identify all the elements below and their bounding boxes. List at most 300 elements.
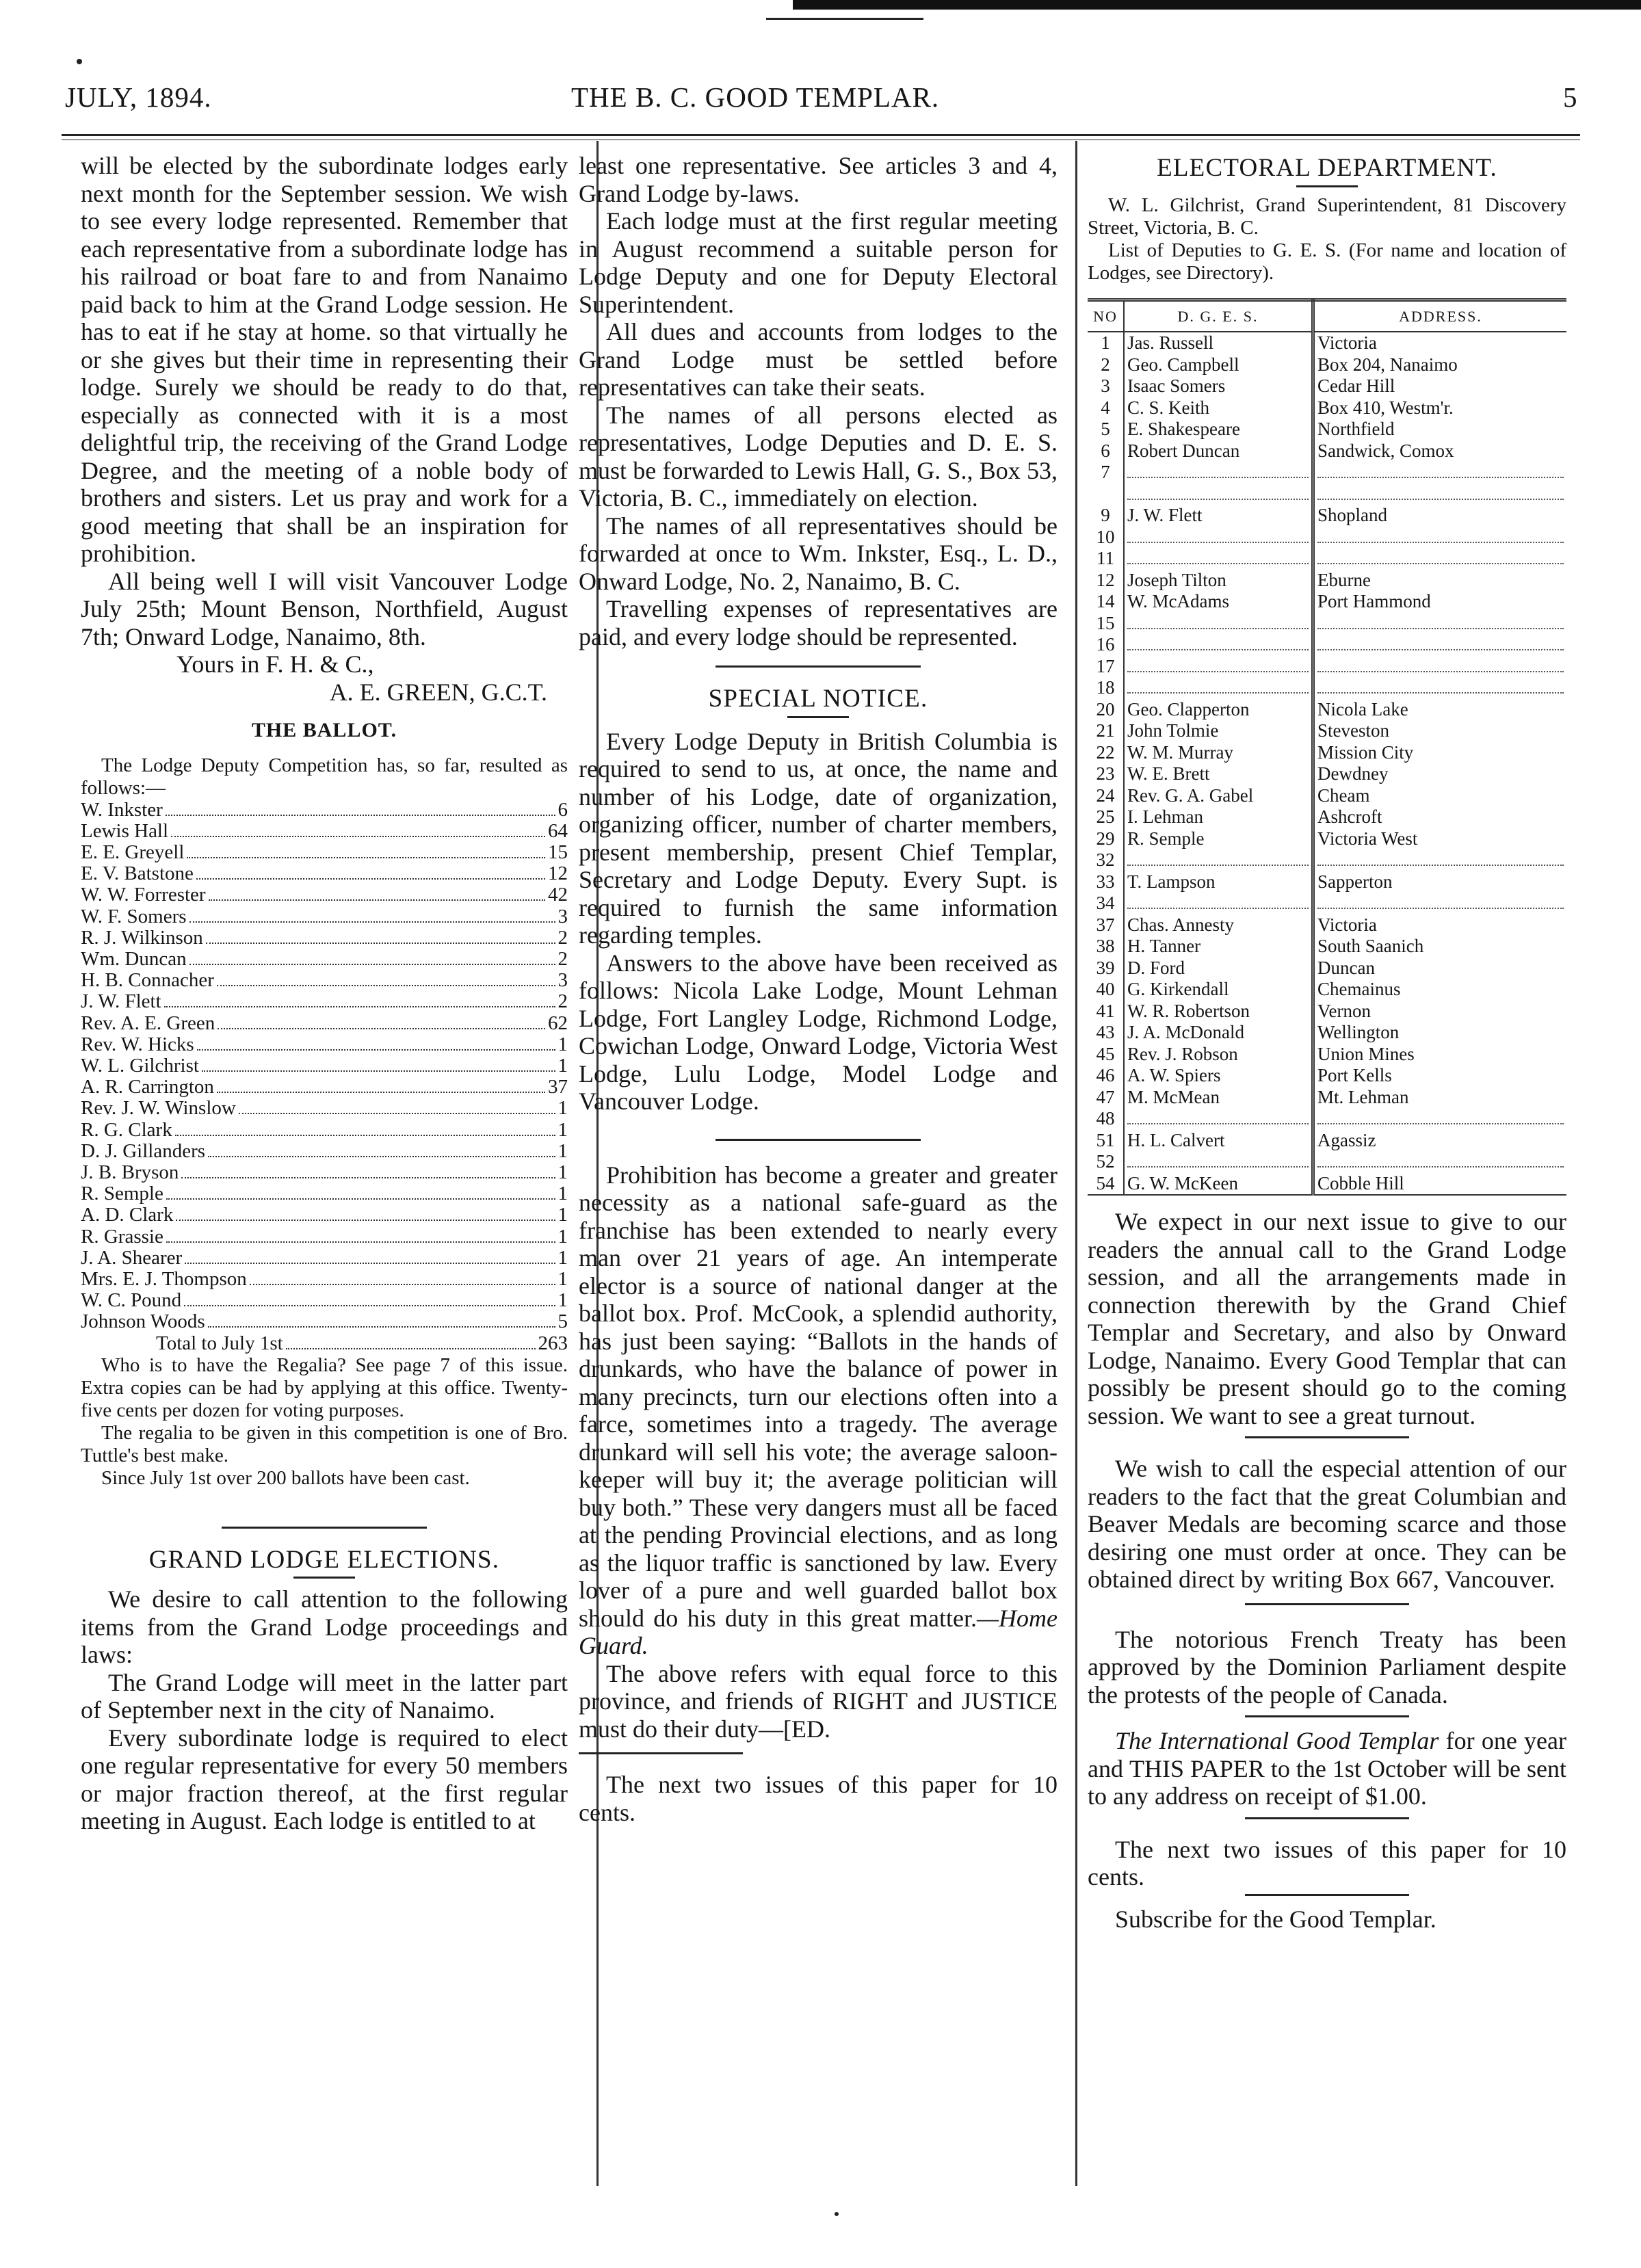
deputy-name: J. W. Flett [1124, 505, 1313, 527]
candidate-name: R. Grassie [81, 1225, 163, 1248]
article-source: —Home Guard. [579, 1604, 1058, 1659]
table-row [1088, 570, 1566, 592]
article-paragraph: Every Lodge Deputy in British Columbia is required to send to us, at once, the name and number of his Lodge, date of organization, organizing officer, number of charter members, present membership, present Chief Templar, Secretary and Lodge Deputy. Every Supt. is required to furnish the same information regarding temples. [579, 727, 1058, 949]
deputy-address: Wellington [1317, 1022, 1400, 1042]
short-rule [787, 716, 849, 718]
top-rule-thick [793, 0, 1641, 10]
ballot-entry [81, 1055, 568, 1077]
vote-count: 1 [557, 1246, 568, 1269]
deputy-address [1313, 849, 1567, 871]
section-separator [1245, 1894, 1409, 1896]
deputy-address: Cedar Hill [1317, 375, 1395, 396]
dot-leader [208, 1326, 555, 1328]
lodge-number: 20 [1088, 699, 1124, 721]
deputy-address: Mission City [1317, 741, 1414, 763]
dot-leader [1127, 852, 1309, 866]
candidate-name: Wm. Duncan [81, 947, 187, 970]
candidate-name: H. B. Connacher [81, 969, 214, 992]
article-paragraph: The notorious French Treaty has been approved by the Dominion Parliament despite the protests of the people of Canada. [1088, 1625, 1566, 1709]
table-row [1088, 742, 1566, 764]
table-row [1088, 484, 1566, 505]
prohibition-article: Prohibition has become a greater and greater necessity as a national safe-guard as the franchise has been extended to nearly every man over 21 years of age. An intemperate elector is a source of national danger at the ballot box. Prof. McCook, a splendid authority, has just been saying: “Ballots in the hands of drunkards, who have the balance of power in many precincts, turn our elections often into a farce, sometimes into a tragedy. The average drunkard will sell his vote; the average saloon-keeper will buy it; the average politician will buy both.” These very dangers must all be faced at the pending Provincial elections, and as long as the liquor traffic is sanctioned by law. Every lover of a pure and well guarded ballot box should do his duty in this great matter.—Home Guard. [579, 1161, 1058, 1659]
deputy-name: G. W. McKeen [1124, 1173, 1313, 1196]
lodge-number: 34 [1088, 893, 1124, 914]
lodge-number: 23 [1088, 763, 1124, 785]
newspaper-title: THE B. C. GOOD TEMPLAR. [571, 81, 940, 113]
article-paragraph: Every subordinate lodge is required to elect one regular representative for every 50 members or major fraction thereof, at the first regular meeting in August. Each lodge is entitled to at [81, 1724, 568, 1835]
deputy-name: Joseph Tilton [1124, 570, 1313, 592]
candidate-name: W. W. Forrester [81, 884, 206, 906]
lodge-number: 54 [1088, 1173, 1124, 1196]
dot-leader [197, 1049, 555, 1051]
table-row [1088, 914, 1566, 936]
candidate-name: W. Inkster [81, 798, 163, 821]
column-3 [1088, 152, 1566, 1933]
ballot-entry [81, 1269, 568, 1290]
page-header [65, 81, 1577, 129]
lodge-number: 10 [1088, 527, 1124, 549]
dot-leader [202, 1070, 555, 1072]
column-2 [579, 152, 1058, 1826]
issue-date: JULY, 1894. [65, 81, 212, 113]
candidate-name: Rev. A. E. Green [81, 1012, 215, 1034]
deputy-name [1124, 893, 1313, 914]
dot-leader [1127, 1111, 1309, 1124]
dot-leader [1317, 486, 1564, 500]
deputy-address: Sapperton [1317, 871, 1393, 892]
lodge-number: 17 [1088, 656, 1124, 678]
deputy-address [1313, 613, 1567, 635]
article-paragraph: The names of all persons elected as representatives, Lodge Deputies and D. E. S. must be forwarded to Lewis Hall, G. S., Box 53, Victoria, B. C., immediately on election. [579, 401, 1058, 512]
vote-count: 1 [557, 1161, 568, 1183]
dot-leader [208, 1156, 555, 1157]
table-row [1088, 440, 1566, 462]
dot-leader [166, 1241, 555, 1243]
dot-leader [1127, 637, 1309, 650]
vote-count: 1 [557, 1033, 568, 1055]
table-row [1088, 634, 1566, 656]
candidate-name: R. Semple [81, 1183, 163, 1205]
top-border [0, 0, 1641, 10]
next-issues-notice: The next two issues of this paper for 10 cents. [1088, 1835, 1566, 1890]
dot-leader [1127, 680, 1309, 694]
vote-count: 2 [557, 947, 568, 970]
section-separator [716, 1139, 921, 1141]
dot-leader [1317, 895, 1564, 909]
vote-count: 42 [548, 884, 568, 906]
dot-leader [1317, 852, 1564, 866]
deputy-address [1313, 677, 1567, 699]
lodge-number: 51 [1088, 1130, 1124, 1152]
vote-count: 6 [557, 798, 568, 821]
table-row [1088, 849, 1566, 871]
deputy-name: W. McAdams [1124, 591, 1313, 613]
deputy-address: Vernon [1317, 1000, 1371, 1021]
table-row [1088, 332, 1566, 354]
deputy-address: Chemainus [1317, 979, 1401, 999]
table-row [1088, 397, 1566, 419]
lodge-number: 5 [1088, 419, 1124, 440]
candidate-name: W. F. Somers [81, 905, 187, 927]
section-separator [1245, 1715, 1409, 1717]
article-paragraph: Each lodge must at the first regular meeting in August recommend a suitable person for Lodge Deputy and one for Deputy Electoral Superintendent. [579, 207, 1058, 318]
vote-count: 1 [557, 1118, 568, 1141]
deputy-name: Geo. Campbell [1124, 354, 1313, 376]
ballot-entry [81, 1204, 568, 1226]
elections-heading: GRAND LODGE ELECTIONS. [148, 1545, 500, 1574]
deputy-name: Rev. J. Robson [1124, 1044, 1313, 1066]
dot-leader [218, 1028, 545, 1029]
candidate-name: Mrs. E. J. Thompson [81, 1267, 247, 1290]
dot-leader [166, 815, 555, 816]
ballot-note: The regalia to be given in this competition is one of Bro. Tuttle's best make. [81, 1421, 568, 1466]
dot-leader [1127, 464, 1309, 478]
article-paragraph: We wish to call the especial attention of our readers to the fact that the great Columbian and Beaver Medals are becoming scarce and those desiring one must order at once. They can be obtained direct by writing Box 667, Vancouver. [1088, 1455, 1566, 1593]
column-divider-2 [1075, 141, 1077, 2186]
dot-leader [1317, 680, 1564, 694]
deputy-address [1313, 462, 1567, 484]
lodge-number: 9 [1088, 505, 1124, 527]
top-rule-thin [766, 18, 923, 20]
dot-leader [184, 1305, 555, 1306]
ballot-list [81, 800, 568, 1333]
deputy-name: G. Kirkendall [1124, 979, 1313, 1001]
deputy-address: Steveston [1317, 720, 1389, 741]
deputy-name [1124, 849, 1313, 871]
deputy-address [1313, 527, 1567, 549]
candidate-name: R. J. Wilkinson [81, 926, 203, 949]
table-row [1088, 763, 1566, 785]
lodge-number: 11 [1088, 548, 1124, 570]
dot-leader [175, 1135, 555, 1136]
section-separator [1245, 1436, 1409, 1438]
deputy-address: Nicola Lake [1317, 698, 1408, 720]
vote-count: 1 [557, 1097, 568, 1120]
article-paragraph: We desire to call attention to the following items from the Grand Lodge proceedings and laws: [81, 1585, 568, 1669]
deputy-name: E. Shakespeare [1124, 419, 1313, 440]
short-rule [293, 1577, 355, 1579]
signature: A. E. GREEN, G.C.T. [329, 678, 547, 706]
superintendent-line: W. L. Gilchrist, Grand Superintendent, 81 Discovery Street, Victoria, B. C. [1088, 194, 1566, 239]
deputy-name [1124, 462, 1313, 484]
deputy-address [1313, 1108, 1567, 1130]
deputy-address: Box 410, Westm'r. [1317, 397, 1454, 418]
deputy-address [1313, 548, 1567, 570]
candidate-name: J. B. Bryson [81, 1161, 179, 1183]
ballot-entry [81, 1120, 568, 1141]
dot-leader [171, 836, 545, 837]
candidate-name: A. D. Clark [81, 1204, 174, 1226]
dot-leader [1127, 616, 1309, 629]
vote-count: 62 [548, 1012, 568, 1034]
table-row [1088, 462, 1566, 484]
ballot-entry [81, 1248, 568, 1269]
lodge-number: 15 [1088, 613, 1124, 635]
ballot-note: Who is to have the Regalia? See page 7 of this issue. Extra copies can be had by applying at this office. Twenty-five cents per dozen for voting purposes. [81, 1354, 568, 1421]
lodge-number: 16 [1088, 634, 1124, 656]
table-row [1088, 613, 1566, 635]
dot-leader [1127, 895, 1309, 909]
page-speck [835, 2212, 839, 2216]
deputy-address: Port Kells [1317, 1065, 1392, 1085]
ballot-entry [81, 991, 568, 1012]
candidate-name: Johnson Woods [81, 1310, 205, 1333]
table-row [1088, 871, 1566, 893]
table-row [1088, 591, 1566, 613]
dot-leader [1127, 659, 1309, 672]
table-row [1088, 1022, 1566, 1044]
page-number: 5 [1563, 81, 1578, 113]
dot-leader [1317, 464, 1564, 478]
deputy-name [1124, 1151, 1313, 1173]
dot-leader [1317, 616, 1564, 629]
deputy-address: Mt. Lehman [1317, 1086, 1409, 1107]
deputy-address: Eburne [1317, 569, 1371, 590]
ballot-entry [81, 970, 568, 991]
deputy-name: H. Tanner [1124, 936, 1313, 958]
table-row [1088, 1087, 1566, 1109]
deputy-name: John Tolmie [1124, 720, 1313, 742]
candidate-name: J. W. Flett [81, 990, 161, 1013]
dot-leader [1317, 551, 1564, 564]
deputy-address [1313, 484, 1567, 505]
lodge-number: 33 [1088, 871, 1124, 893]
candidate-name: W. C. Pound [81, 1289, 182, 1312]
deputy-name: T. Lampson [1124, 871, 1313, 893]
ballot-note: Since July 1st over 200 ballots have been cast. [101, 1466, 470, 1489]
ballot-entry [81, 884, 568, 906]
column-1 [81, 152, 568, 1835]
deputy-address [1313, 634, 1567, 656]
vote-count: 12 [548, 862, 568, 885]
dot-leader [181, 1177, 555, 1178]
table-row [1088, 893, 1566, 914]
dot-leader [187, 857, 545, 858]
deputy-address: Shopland [1317, 505, 1388, 525]
lodge-number [1088, 484, 1124, 505]
deputy-address: Duncan [1317, 957, 1375, 978]
deputies-intro: List of Deputies to G. E. S. (For name and location of Lodges, see Directory). [1088, 239, 1566, 284]
lodge-number: 14 [1088, 591, 1124, 613]
ballot-notes [81, 1354, 568, 1490]
dot-leader [1127, 551, 1309, 564]
vote-count: 1 [557, 1267, 568, 1290]
deputy-name: I. Lehman [1124, 806, 1313, 828]
deputy-name [1124, 527, 1313, 549]
lodge-number: 41 [1088, 1001, 1124, 1023]
deputy-address: Northfield [1317, 419, 1395, 439]
article-paragraph: All being well I will visit Vancouver Lodge July 25th; Mount Benson, Northfield, August 7th; Onward Lodge, Nanaimo, 8th. [81, 567, 568, 650]
candidate-name: A. R. Carrington [81, 1076, 214, 1098]
dot-leader [185, 1263, 555, 1264]
header-rule [62, 134, 1580, 136]
vote-count: 3 [557, 905, 568, 927]
deputies-table [1088, 298, 1566, 1196]
section-separator [1245, 1603, 1409, 1605]
table-row [1088, 419, 1566, 440]
deputy-address [1313, 656, 1567, 678]
candidate-name: Rev. W. Hicks [81, 1033, 194, 1055]
table-header-row [1088, 300, 1566, 332]
lodge-number: 7 [1088, 462, 1124, 484]
deputy-name: R. Semple [1124, 828, 1313, 850]
ballot-total: Total to July 1st 263 [156, 1332, 568, 1354]
dot-leader [164, 1006, 555, 1007]
lodge-number: 24 [1088, 785, 1124, 807]
page-speck [77, 59, 82, 64]
dot-leader [1317, 1111, 1564, 1124]
dot-leader [1317, 1154, 1564, 1168]
table-row [1088, 1001, 1566, 1023]
deputy-address: Victoria [1317, 332, 1377, 353]
article-paragraph: Travelling expenses of representatives are paid, and every lodge should be represented. [579, 595, 1058, 650]
lodge-number: 21 [1088, 720, 1124, 742]
deputy-name [1124, 1108, 1313, 1130]
ballot-entry [81, 800, 568, 821]
ballot-entry [81, 1290, 568, 1311]
ballot-entry [81, 1183, 568, 1204]
ballot-entry [81, 1098, 568, 1119]
short-rule [1296, 185, 1358, 187]
lodge-number: 38 [1088, 936, 1124, 958]
candidate-name: E. E. Greyell [81, 841, 185, 863]
vote-count: 5 [557, 1310, 568, 1333]
deputy-address: Agassiz [1317, 1129, 1376, 1150]
column-header: ADDRESS. [1313, 300, 1567, 332]
deputy-name [1124, 656, 1313, 678]
table-row [1088, 505, 1566, 527]
subscription-offer: The International Good Templar for one year and THIS PAPER to the 1st October will be sent to any address on receipt of $1.00. [1088, 1727, 1566, 1810]
candidate-name: R. G. Clark [81, 1118, 172, 1141]
subscribe-line: Subscribe for the Good Templar. [1115, 1905, 1436, 1933]
deputy-address: Port Hammond [1317, 591, 1431, 611]
dot-leader [250, 1284, 555, 1285]
lodge-number: 43 [1088, 1022, 1124, 1044]
column-header: NO [1088, 300, 1124, 332]
dot-leader [1317, 637, 1564, 650]
column-header: D. G. E. S. [1124, 300, 1313, 332]
table-row [1088, 354, 1566, 376]
lodge-number: 47 [1088, 1087, 1124, 1109]
section-separator [579, 1752, 743, 1754]
lodge-number: 45 [1088, 1044, 1124, 1066]
table-row [1088, 785, 1566, 807]
table-row [1088, 527, 1566, 549]
deputy-name: W. R. Robertson [1124, 1001, 1313, 1023]
table-row [1088, 548, 1566, 570]
deputy-name: Robert Duncan [1124, 440, 1313, 462]
lodge-number: 29 [1088, 828, 1124, 850]
deputy-address: Sandwick, Comox [1317, 440, 1454, 461]
deputy-name: D. Ford [1124, 958, 1313, 979]
next-issues-notice: The next two issues of this paper for 10 cents. [579, 1771, 1058, 1826]
vote-count: 2 [557, 990, 568, 1013]
vote-count: 1 [557, 1183, 568, 1205]
lodge-number: 46 [1088, 1065, 1124, 1087]
deputy-address: Dewdney [1317, 763, 1389, 784]
electoral-intro [1088, 194, 1566, 285]
dot-leader [239, 1113, 555, 1114]
dot-leader [196, 878, 545, 880]
deputy-address [1313, 893, 1567, 914]
ballot-entry [81, 1311, 568, 1332]
table-row [1088, 1108, 1566, 1130]
article-paragraph: All dues and accounts from lodges to the Grand Lodge must be settled before representatives can take their seats. [579, 318, 1058, 401]
deputy-address: Victoria West [1317, 828, 1418, 849]
candidate-name: E. V. Batstone [81, 862, 194, 885]
deputies-table-body [1088, 332, 1566, 1195]
vote-count: 64 [548, 819, 568, 842]
lodge-number: 48 [1088, 1108, 1124, 1130]
deputy-address: Cobble Hill [1313, 1173, 1567, 1196]
vote-count: 2 [557, 926, 568, 949]
deputy-name: J. A. McDonald [1124, 1022, 1313, 1044]
ballot-entry [81, 1077, 568, 1098]
deputy-address: Union Mines [1317, 1043, 1415, 1064]
ballot-entry [81, 1162, 568, 1183]
lodge-number: 4 [1088, 397, 1124, 419]
dot-leader [1127, 486, 1309, 500]
deputy-address: Box 204, Nanaimo [1317, 354, 1458, 375]
deputy-name: Rev. G. A. Gabel [1124, 785, 1313, 807]
table-row [1088, 979, 1566, 1001]
dot-leader [189, 964, 555, 965]
special-notice-heading: SPECIAL NOTICE. [708, 685, 928, 713]
deputy-address: Victoria [1317, 914, 1377, 935]
section-separator [222, 1527, 427, 1529]
table-row [1088, 1044, 1566, 1066]
electoral-heading: ELECTORAL DEPARTMENT. [1157, 154, 1497, 182]
vote-count: 1 [557, 1225, 568, 1248]
deputy-name: W. M. Murray [1124, 742, 1313, 764]
deputy-name: C. S. Keith [1124, 397, 1313, 419]
ballot-intro: The Lodge Deputy Competition has, so far, resulted as follows:— [81, 754, 568, 799]
deputy-name: Isaac Somers [1124, 375, 1313, 397]
dot-leader [1317, 529, 1564, 543]
lodge-number: 6 [1088, 440, 1124, 462]
ballot-heading: THE BALLOT. [251, 719, 397, 741]
vote-count: 1 [557, 1204, 568, 1226]
ballot-entry [81, 949, 568, 970]
vote-count: 15 [548, 841, 568, 863]
lodge-number: 37 [1088, 914, 1124, 936]
table-row [1088, 806, 1566, 828]
deputy-name [1124, 613, 1313, 635]
candidate-name: W. L. Gilchrist [81, 1054, 199, 1077]
table-row [1088, 1151, 1566, 1173]
vote-count: 1 [557, 1139, 568, 1162]
candidate-name: J. A. Shearer [81, 1246, 183, 1269]
article-paragraph: Answers to the above have been received as follows: Nicola Lake Lodge, Mount Lehman Lodge, Fort Langley Lodge, Richmond Lodge, Cowichan Lodge, Onward Lodge, Victoria West Lodge, Lulu Lodge, Model Lodge and Vancouver Lodge. [579, 949, 1058, 1115]
article-paragraph: least one representative. See articles 3 and 4, Grand Lodge by-laws. [579, 152, 1058, 207]
article-paragraph: The names of all representatives should be forwarded at once to Wm. Inkster, Esq., L. D., Onward Lodge, No. 2, Nanaimo, B. C. [579, 512, 1058, 595]
vote-count: 1 [557, 1054, 568, 1077]
ballot-entry [81, 842, 568, 863]
table-row [1088, 1130, 1566, 1152]
dot-leader [1127, 1154, 1309, 1168]
dot-leader [217, 985, 555, 986]
table-row [1088, 828, 1566, 850]
dot-leader [217, 1092, 545, 1093]
table-row [1088, 699, 1566, 721]
deputy-address [1313, 1151, 1567, 1173]
table-row [1088, 1173, 1566, 1196]
lodge-number: 3 [1088, 375, 1124, 397]
candidate-name: Lewis Hall [81, 819, 169, 842]
deputy-name: A. W. Spiers [1124, 1065, 1313, 1087]
deputy-name: W. E. Brett [1124, 763, 1313, 785]
article-paragraph: will be elected by the subordinate lodges early next month for the September session. We wish to see every lodge represented. Remember that each representative from a subordinate lodge has his railroad or boat fare to and from Nanaimo paid back to him at the Grand Lodge session. He has to eat if he stay at home. so that virtually he or she gives but their time in representing their lodge. Surely we should be ready to do that, especially as connected with it is a most delightful trip, the receiving of the Grand Lodge Degree, and the meeting of a noble body of brothers and sisters. Let us pray and work for a good meeting that shall be an inspiration for prohibition. [81, 152, 568, 567]
